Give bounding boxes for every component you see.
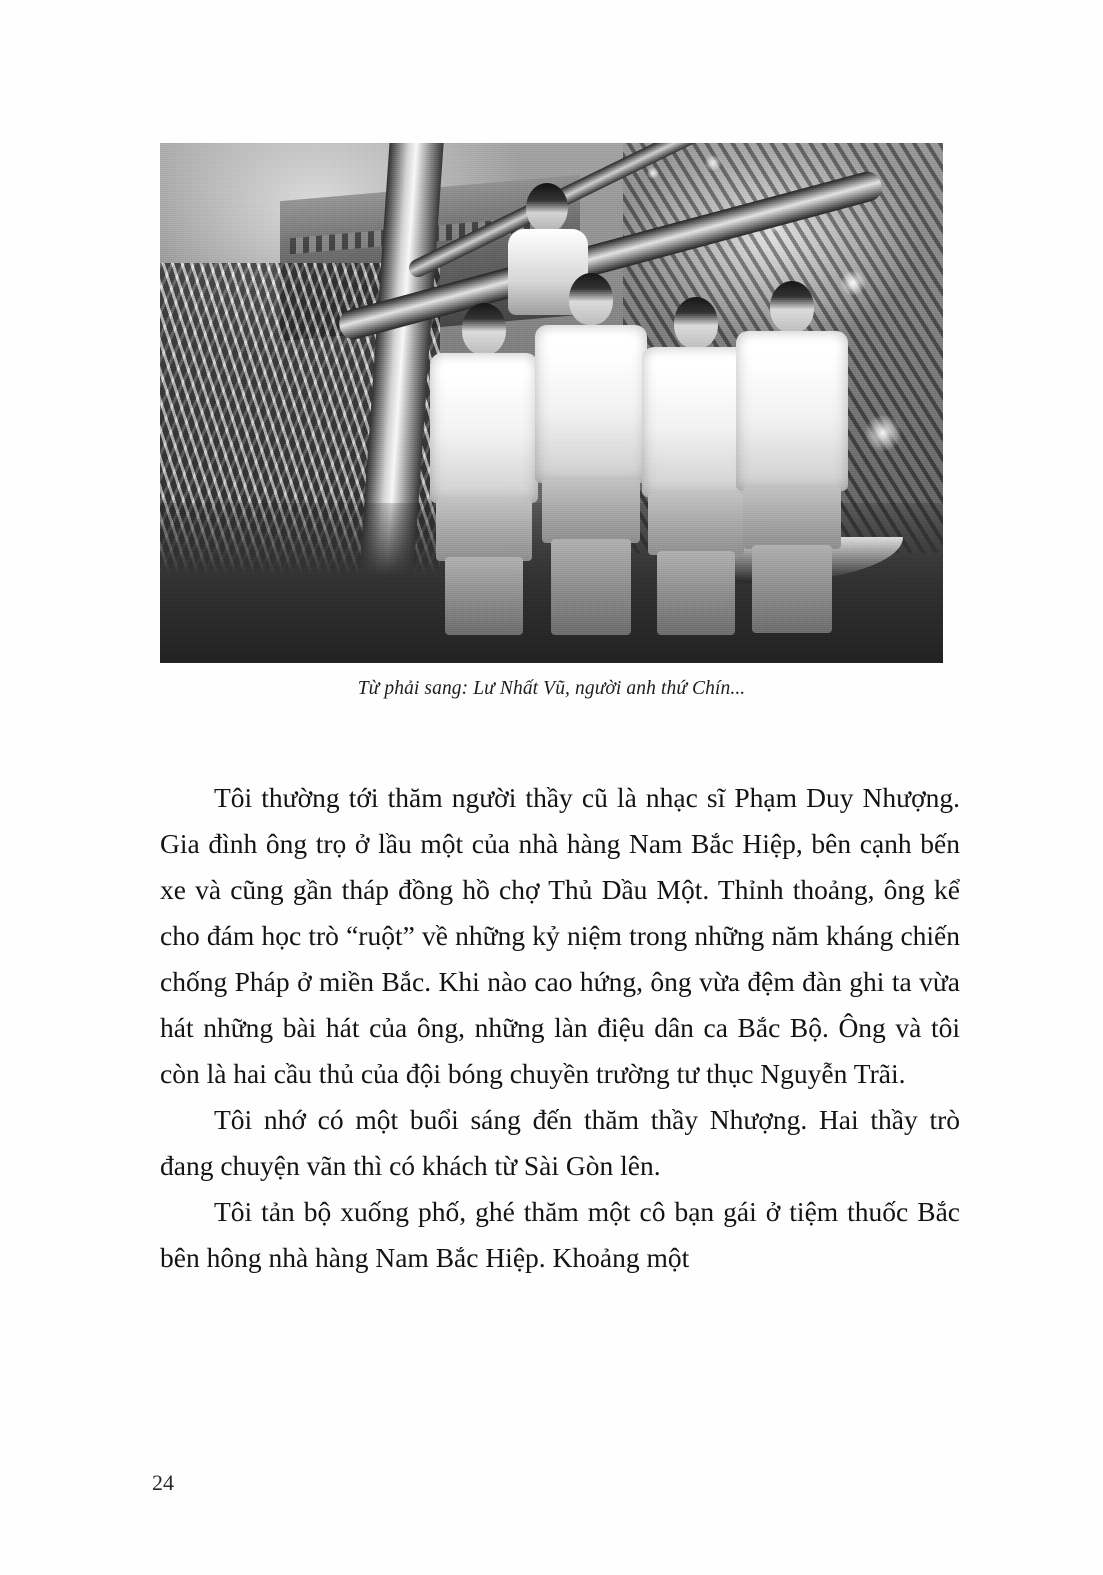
figure-photo bbox=[160, 143, 943, 663]
paragraph-1: Tôi thường tới thăm người thầy cũ là nhạc sĩ Phạm Duy Nhượng. Gia đình ông trọ ở lầu một của nhà hàng Nam Bắc Hiệp, bên cạnh bến xe và cũng gần tháp đồng hồ chợ Thủ Dầu Một. Thỉnh thoảng, ông kể cho đám học trò “ruột” về những kỷ niệm trong những năm kháng chiến chống Pháp ở miền Bắc. Khi nào cao hứng, ông vừa đệm đàn ghi ta vừa hát những bài hát của ông, những làn điệu dân ca Bắc Bộ. Ông và tôi còn là hai cầu thủ của đội bóng chuyền trường tư thục Nguyễn Trãi. bbox=[160, 782, 960, 1089]
page-number: 24 bbox=[152, 1470, 174, 1495]
body-text bbox=[160, 775, 960, 1281]
figure-caption: Từ phải sang: Lư Nhất Vũ, người anh thứ Chín... bbox=[357, 678, 746, 699]
photo-grain-overlay bbox=[160, 143, 943, 663]
paragraph-3: Tôi tản bộ xuống phố, ghé thăm một cô bạn gái ở tiệm thuốc Bắc bên hông nhà hàng Nam Bắc Hiệp. Khoảng một bbox=[160, 1196, 960, 1273]
photo-image bbox=[160, 143, 943, 663]
paragraph-2: Tôi nhớ có một buổi sáng đến thăm thầy Nhượng. Hai thầy trò đang chuyện vãn thì có khách từ Sài Gòn lên. bbox=[160, 1104, 960, 1181]
